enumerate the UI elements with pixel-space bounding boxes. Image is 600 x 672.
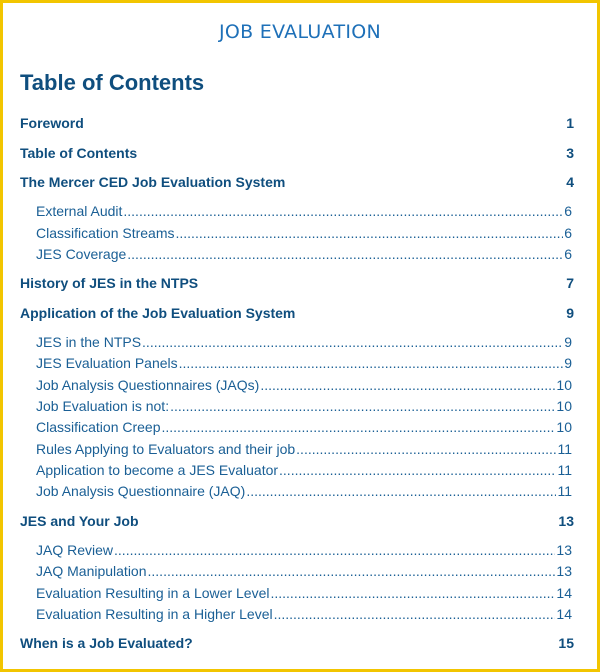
toc-section-entry[interactable] [20, 115, 574, 131]
toc-entry-page-number: 13 [556, 563, 572, 579]
toc-entry-page-number: 11 [557, 483, 572, 499]
toc-entry-label: Foreword [20, 115, 84, 131]
toc-entry-page-number: 7 [566, 275, 574, 291]
toc-entry-page-number: 10 [556, 377, 572, 393]
toc-entry-label: Application of the Job Evaluation System [20, 305, 296, 321]
toc-entry-label: External Audit [36, 203, 123, 219]
dot-leader [114, 542, 555, 558]
toc-entry-label: JAQ Review [36, 542, 114, 558]
toc-subsection-entry[interactable] [36, 606, 572, 622]
toc-subsection-entry[interactable] [36, 334, 572, 350]
toc-entry-label: Table of Contents [20, 145, 138, 161]
toc-entry-label: JES Evaluation Panels [36, 355, 178, 371]
toc-entry-page-number: 10 [556, 419, 572, 435]
toc-entry-page-number: 1 [566, 115, 574, 131]
dot-leader [270, 585, 555, 601]
toc-subsection-entry[interactable] [36, 246, 572, 262]
dot-leader [162, 419, 556, 435]
dot-leader [123, 203, 563, 219]
toc-subsection-entry[interactable] [36, 585, 572, 601]
toc-entry-page-number: 9 [564, 334, 572, 350]
toc-section-entry[interactable] [20, 635, 574, 651]
dot-leader [279, 462, 556, 478]
toc-entry-label: Job Evaluation is not: [36, 398, 170, 414]
toc-entry-label: JES in the NTPS [36, 334, 142, 350]
toc-subsection-entry[interactable] [36, 563, 572, 579]
toc-entry-page-number: 6 [564, 203, 572, 219]
toc-entry-label: Evaluation Resulting in a Higher Level [36, 606, 273, 622]
toc-entry-label: Evaluation Resulting in a Lower Level [36, 585, 270, 601]
toc-entry-page-number: 11 [557, 441, 572, 457]
toc-section-entry[interactable] [20, 513, 574, 529]
toc-subsection-entry[interactable] [36, 483, 572, 499]
dot-leader [142, 334, 563, 350]
toc-entry-page-number: 15 [558, 635, 574, 651]
toc-section-entry[interactable] [20, 174, 574, 190]
toc-entry-label: Job Analysis Questionnaires (JAQs) [36, 377, 260, 393]
toc-subsection-entry[interactable] [36, 441, 572, 457]
toc-subsection-entry[interactable] [36, 203, 572, 219]
toc-entry-label: JAQ Manipulation [36, 563, 147, 579]
dot-leader [127, 246, 563, 262]
dot-leader [274, 606, 556, 622]
toc-entry-page-number: 10 [556, 398, 572, 414]
toc-entry-page-number: 14 [556, 606, 572, 622]
toc-entry-label: The Mercer CED Job Evaluation System [20, 174, 286, 190]
toc-entry-label: When is a Job Evaluated? [20, 635, 193, 651]
toc-section-entry[interactable] [20, 275, 574, 291]
toc-subsection-entry[interactable] [36, 355, 572, 371]
toc-section-entry[interactable] [20, 305, 574, 321]
toc-subsection-entry[interactable] [36, 419, 572, 435]
toc-entry-page-number: 4 [566, 174, 574, 190]
toc-entry-label: JES Coverage [36, 246, 127, 262]
toc-entry-page-number: 9 [564, 355, 572, 371]
toc-entry-label: Application to become a JES Evaluator [36, 462, 279, 478]
toc-entry-label: History of JES in the NTPS [20, 275, 199, 291]
toc-entry-page-number: 6 [564, 225, 572, 241]
toc-entry-label: Rules Applying to Evaluators and their job [36, 441, 296, 457]
dot-leader [296, 441, 556, 457]
dot-leader [246, 483, 556, 499]
toc-subsection-entry[interactable] [36, 462, 572, 478]
toc-heading: Table of Contents [20, 70, 205, 95]
toc-subsection-entry[interactable] [36, 377, 572, 393]
toc-entry-page-number: 13 [558, 513, 574, 529]
toc-entry-page-number: 9 [566, 305, 574, 321]
dot-leader [260, 377, 555, 393]
toc-entry-label: Classification Creep [36, 419, 161, 435]
toc-subsection-entry[interactable] [36, 225, 572, 241]
dot-leader [179, 355, 564, 371]
dot-leader [170, 398, 555, 414]
toc-entry-page-number: 6 [564, 246, 572, 262]
document-title: JOB EVALUATION [218, 21, 382, 43]
toc-entry-label: Classification Streams [36, 225, 175, 241]
toc-subsection-entry[interactable] [36, 542, 572, 558]
toc-entry-page-number: 13 [556, 542, 572, 558]
toc-entry-page-number: 11 [557, 462, 572, 478]
dot-leader [148, 563, 556, 579]
toc-entry-page-number: 14 [556, 585, 572, 601]
toc-section-entry[interactable] [20, 145, 574, 161]
toc-entry-label: JES and Your Job [20, 513, 139, 529]
toc-subsection-entry[interactable] [36, 398, 572, 414]
toc-entry-page-number: 3 [566, 145, 574, 161]
toc-entry-label: Job Analysis Questionnaire (JAQ) [36, 483, 246, 499]
dot-leader [176, 225, 564, 241]
